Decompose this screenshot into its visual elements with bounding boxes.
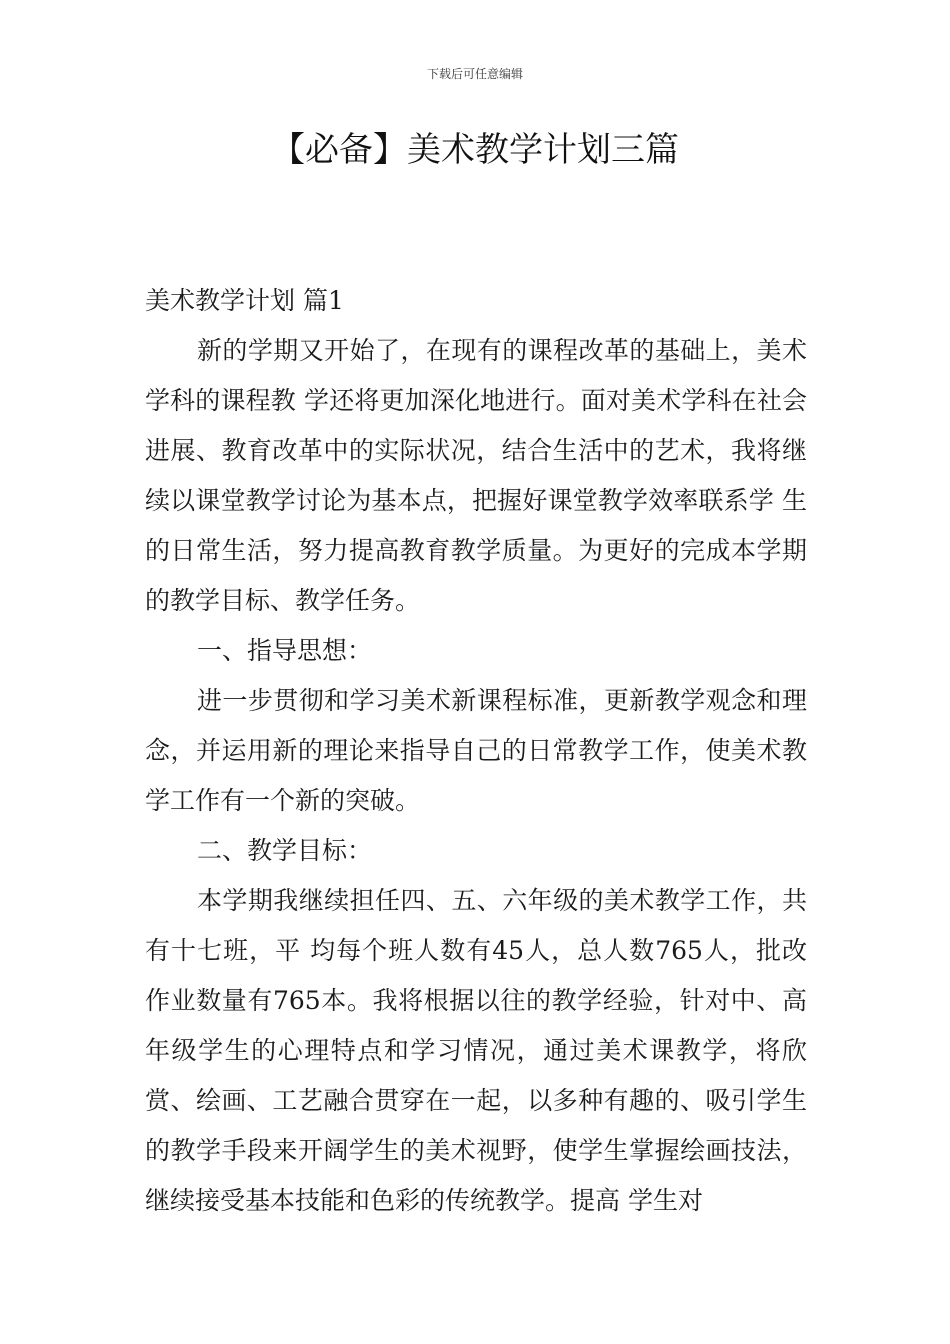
document-body [145,276,807,1226]
document-title: 【必备】美术教学计划三篇 [271,130,679,170]
paragraph-teaching-goals: 本学期我继续担任四、五、六年级的美术教学工作，共有十七班，平 均每个班人数有45人，总人数765人，批改作业数量有765本。我将根据以往的教学经验，针对中、高年级学生的心理特点和学习情况，通过美术课教学，将欣赏、绘画、工艺融合贯穿在一起，以多种有趣的、吸引学生的教学手段来开阔学生的美术视野，使学生掌握绘画技法，继续接受基本技能和色彩的传统教学。提高 学生对 [145,886,807,1215]
section-label: 美术教学计划 篇1 [145,286,344,315]
paragraph-guiding-thought: 进一步贯彻和学习美术新课程标准，更新教学观念和理念，并运用新的理论来指导自己的日常教学工作，使美术教学工作有一个新的突破。 [145,686,807,815]
header-note: 下载后可任意编辑 [426,67,523,81]
paragraph-intro: 新的学期又开始了，在现有的课程改革的基础上，美术学科的课程教 学还将更加深化地进行。面对美术学科在社会进展、教育改革中的实际状况，结合生活中的艺术，我将继续以课堂教学讨论为基本点，把握好课堂教学效率联系学 生的日常生活，努力提高教育教学质量。为更好的完成本学期的教学目标、教学任务。 [145,336,807,615]
heading-teaching-goals: 二、教学目标： [197,836,373,865]
heading-guiding-thought: 一、指导思想： [197,636,373,665]
